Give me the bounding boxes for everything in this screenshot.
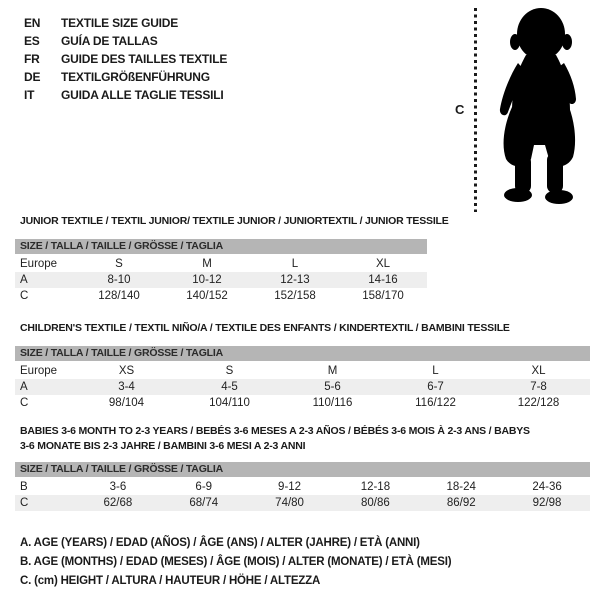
size-cell: 8-10	[107, 274, 131, 286]
size-cell: 4-5	[221, 381, 238, 393]
height-measure-label: C	[455, 102, 465, 117]
children-table-title: CHILDREN'S TEXTILE / TEXTIL NIÑO/A / TEXTILE DES ENFANTS / KINDERTEXTIL / BAMBINI TESSILE	[20, 322, 510, 334]
babies-size-table	[15, 462, 590, 511]
size-cell: 92/98	[532, 497, 562, 509]
row-label: Europe	[20, 365, 58, 377]
language-row-it	[24, 86, 227, 104]
language-title: TEXTILE SIZE GUIDE	[61, 16, 179, 30]
size-cell: 110/116	[312, 397, 353, 409]
size-cell: 5-6	[324, 381, 341, 393]
size-cell: 6-9	[195, 481, 213, 493]
table-row-height	[15, 288, 427, 304]
size-cell: 3-4	[118, 381, 135, 393]
table-row-height	[15, 495, 590, 511]
size-cell: 24-36	[532, 481, 562, 493]
language-row-es	[24, 32, 227, 50]
language-row-fr	[24, 50, 227, 68]
size-cell: M	[327, 365, 338, 377]
size-cell: 62/68	[103, 497, 133, 509]
size-cell: S	[115, 258, 123, 270]
size-cell: 18-24	[446, 481, 476, 493]
language-code: FR	[24, 52, 40, 66]
size-cell: 7-8	[530, 381, 547, 393]
table-row-age-years	[15, 272, 427, 288]
size-cell: 9-12	[278, 481, 302, 493]
size-cell: 80/86	[361, 497, 390, 509]
size-cell: 140/152	[186, 290, 228, 302]
row-label: A	[20, 274, 28, 286]
size-cell: L	[291, 258, 299, 270]
size-cell: 98/104	[108, 397, 145, 409]
table-row-height	[15, 395, 590, 411]
size-cell: S	[225, 365, 234, 377]
language-row-de	[24, 68, 227, 86]
size-cell: 74/80	[275, 497, 304, 509]
language-title: GUIDE DES TAILLES TEXTILE	[61, 52, 228, 66]
row-label: Europe	[20, 258, 58, 270]
row-label: C	[20, 497, 29, 509]
legend-line-b: B. AGE (MONTHS) / EDAD (MESES) / ÂGE (MOIS) / ALTER (MONATE) / ETÀ (MESI)	[20, 556, 452, 568]
size-cell: XL	[531, 365, 546, 377]
size-cell: XS	[118, 365, 135, 377]
size-cell: 12-13	[280, 274, 310, 286]
language-title: GUÍA DE TALLAS	[61, 34, 158, 48]
row-label: C	[20, 290, 29, 302]
size-cell: 3-6	[109, 481, 127, 493]
size-cell: 158/170	[362, 290, 404, 302]
table-row-age-years	[15, 379, 590, 395]
language-title-list	[24, 14, 227, 104]
table-row-europe	[15, 256, 427, 272]
legend-line-a: A. AGE (YEARS) / EDAD (AÑOS) / ÂGE (ANS) / ALTER (JAHRE) / ETÀ (ANNI)	[20, 537, 420, 549]
size-cell: 122/128	[517, 397, 560, 409]
table-row-europe	[15, 363, 590, 379]
row-label: C	[20, 397, 29, 409]
legend	[20, 534, 451, 591]
baby-silhouette-icon	[486, 5, 598, 207]
size-header-bar: SIZE / TALLA / TAILLE / GRÖSSE / TAGLIA	[15, 239, 427, 254]
size-cell: M	[202, 258, 212, 270]
size-cell: 86/92	[446, 497, 476, 509]
size-cell: 14-16	[368, 274, 398, 286]
size-cell: 104/110	[209, 397, 250, 409]
size-cell: 152/158	[274, 290, 316, 302]
language-code: ES	[24, 34, 40, 48]
size-cell: L	[432, 365, 439, 377]
table-row-age-months	[15, 479, 590, 495]
children-size-table	[15, 346, 590, 411]
size-cell: 128/140	[98, 290, 140, 302]
row-label: A	[20, 381, 28, 393]
size-cell: 10-12	[192, 274, 222, 286]
size-header-bar: SIZE / TALLA / TAILLE / GRÖSSE / TAGLIA	[15, 346, 590, 361]
size-header-bar: SIZE / TALLA / TAILLE / GRÖSSE / TAGLIA	[15, 462, 590, 477]
babies-table-title: BABIES 3-6 MONTH TO 2-3 YEARS / BEBÉS 3-6 MESES A 2-3 AÑOS / BÉBÉS 3-6 MOIS À 2-3 ANS / BABYS 3-6 MONATE BIS 2-3 JAHRE / BAMBINI 3-6 MESI A 2-3 ANNI	[20, 425, 530, 452]
language-title: TEXTILGRÖßENFÜHRUNG	[61, 70, 210, 84]
junior-size-table	[15, 239, 427, 304]
size-cell: XL	[375, 258, 391, 270]
row-label: B	[20, 481, 28, 493]
junior-table-title: JUNIOR TEXTILE / TEXTIL JUNIOR/ TEXTILE JUNIOR / JUNIORTEXTIL / JUNIOR TESSILE	[20, 215, 449, 227]
language-code: IT	[24, 88, 35, 102]
size-cell: 12-18	[360, 481, 391, 493]
size-cell: 6-7	[427, 381, 444, 393]
language-row-en	[24, 14, 227, 32]
language-code: DE	[24, 70, 41, 84]
language-code: EN	[24, 16, 41, 30]
height-measure-dashed-line	[474, 8, 477, 212]
size-cell: 116/122	[415, 397, 456, 409]
language-title: GUIDA ALLE TAGLIE TESSILI	[61, 88, 224, 102]
legend-line-c: C. (cm) HEIGHT / ALTURA / HAUTEUR / HÖHE / ALTEZZA	[20, 575, 321, 587]
size-cell: 68/74	[189, 497, 219, 509]
